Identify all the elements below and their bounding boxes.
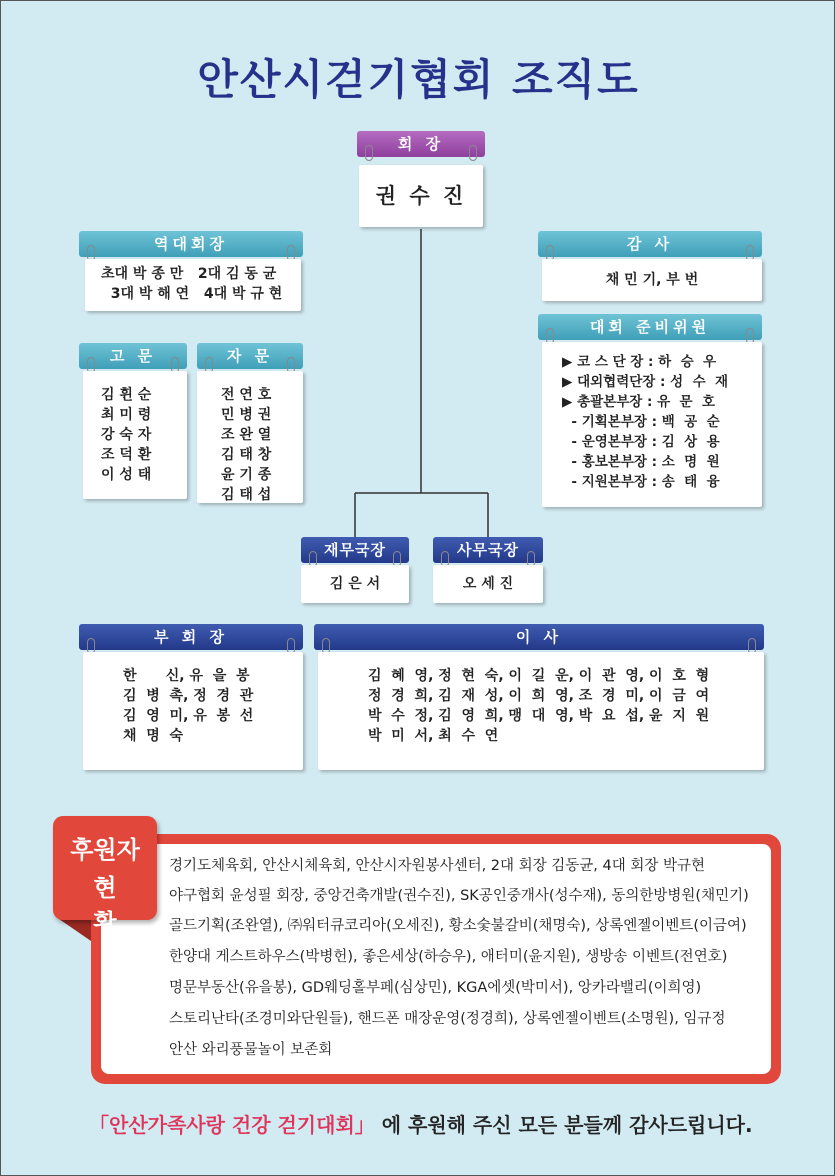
directors-header: 이 사 xyxy=(314,624,764,650)
president-header: 회 장 xyxy=(357,131,485,157)
directors-box xyxy=(318,652,764,770)
advisor-name: 이 성 태 xyxy=(101,467,152,483)
binder-ring-icon xyxy=(469,145,477,161)
sponsor-line: 스토리난타(조경미와단원들), 핸드폰 매장운영(정경희), 상록엔젤이벤트(소명원), 임규정 xyxy=(169,1011,726,1027)
consultant-name: 김 태 섭 xyxy=(221,487,272,503)
committee-member: ▶ 코 스 단 장 : 하 승 우 xyxy=(562,354,717,370)
sponsor-line: 야구협회 윤성필 회장, 중앙건축개발(권수진), SK공인중개사(성수재), 동의한방병원(채민기) xyxy=(169,888,749,904)
committee-member: ▶ 대외협력단장 : 성 수 재 xyxy=(562,374,729,390)
advisor-name: 최 미 령 xyxy=(101,407,152,423)
sponsor-tag-line2: 현황 xyxy=(93,874,139,937)
former-presidents-header: 역대회장 xyxy=(79,231,303,257)
auditor-names: 채 민 기, 부 번 xyxy=(605,272,699,288)
committee-box xyxy=(542,342,762,507)
consultant-name: 전 연 호 xyxy=(221,387,272,403)
director-line: 박 미 서, 최 수 연 xyxy=(368,728,499,744)
vice-president-line: 채 명 숙 xyxy=(123,728,184,744)
president-name: 권 수 진 xyxy=(359,165,483,227)
committee-member: - 운영본부장 : 김 상 용 xyxy=(562,434,720,450)
sponsor-tag-line1: 후원자 xyxy=(70,836,140,864)
consultants-header: 자 문 xyxy=(197,343,303,369)
advisor-name: 김 휜 순 xyxy=(101,387,152,403)
sponsor-line: 안산 와리풍물놀이 보존회 xyxy=(169,1042,333,1058)
sponsor-line: 명문부동산(유을봉), GD웨딩홀부페(심상민), KGA에셋(박미서), 앙카라밸리(이희영) xyxy=(169,980,702,996)
finance-header: 재무국장 xyxy=(301,537,409,563)
former-president-line: 3대 박 해 연 4대 박 규 현 xyxy=(101,286,283,302)
vice-president-line: 한 신, 유 을 봉 xyxy=(123,668,250,684)
sponsor-tag xyxy=(53,816,157,937)
director-line: 정 경 희, 김 재 성, 이 희 영, 조 경 미, 이 금 여 xyxy=(368,688,710,704)
sponsor-line: 골드기획(조완열), ㈜워터큐코리아(오세진), 황소숯불갈비(채명숙), 상록엔젤이벤트(이금여) xyxy=(169,918,747,934)
advisors-box xyxy=(83,371,187,499)
secretary-header: 사무국장 xyxy=(433,537,543,563)
committee-member: ▶ 총괄본부장 : 유 문 호 xyxy=(562,394,716,410)
finance-name: 김 은 서 xyxy=(301,565,409,603)
auditor-box xyxy=(542,259,762,301)
footer-text: 에 후원해 주신 모든 분들께 감사드립니다. xyxy=(374,1113,753,1137)
vice-president-line: 김 병 촉, 정 경 관 xyxy=(123,688,254,704)
consultant-name: 민 병 권 xyxy=(221,407,272,423)
secretary-name: 오 세 진 xyxy=(433,565,543,603)
vice-presidents-header: 부 회 장 xyxy=(79,624,303,650)
committee-header: 대회 준비위원 xyxy=(538,314,762,340)
director-line: 김 혜 영, 정 현 숙, 이 길 운, 이 관 영, 이 호 형 xyxy=(368,668,710,684)
director-line: 박 수 정, 김 영 희, 맹 대 영, 박 요 섭, 윤 지 원 xyxy=(368,708,710,724)
page-title: 안산시걷기협회 조직도 xyxy=(197,55,640,104)
consultant-name: 김 태 창 xyxy=(221,447,272,463)
footer-event-name: 「안산가족사랑 건강 걷기대회」 xyxy=(89,1113,375,1137)
binder-ring-icon xyxy=(365,145,373,161)
committee-member: - 지원본부장 : 송 태 융 xyxy=(562,474,720,490)
vice-president-line: 김 영 미, 유 봉 선 xyxy=(123,708,254,724)
advisor-name: 조 덕 환 xyxy=(101,447,152,463)
advisors-header: 고 문 xyxy=(79,343,187,369)
consultant-name: 윤 기 종 xyxy=(221,467,272,483)
advisor-name: 강 숙 자 xyxy=(101,427,152,443)
sponsor-line: 경기도체육회, 안산시체육회, 안산시자원봉사센터, 2대 회장 김동균, 4대 회장 박규현 xyxy=(169,858,705,874)
auditor-header: 감 사 xyxy=(538,231,762,257)
vice-presidents-box xyxy=(83,652,303,770)
former-presidents-box xyxy=(85,259,301,311)
committee-member: - 기획본부장 : 백 공 순 xyxy=(562,414,720,430)
committee-member: - 홍보본부장 : 소 명 원 xyxy=(562,454,720,470)
former-president-line: 초대 박 종 만 2대 김 동 균 xyxy=(101,266,277,282)
sponsor-line: 한양대 게스트하우스(박병헌), 좋은세상(하승우), 애터미(윤지원), 생방송 이벤트(전연호) xyxy=(169,949,728,965)
consultant-name: 조 완 열 xyxy=(221,427,272,443)
footer-thanks xyxy=(89,1109,753,1138)
consultants-box xyxy=(197,371,303,503)
